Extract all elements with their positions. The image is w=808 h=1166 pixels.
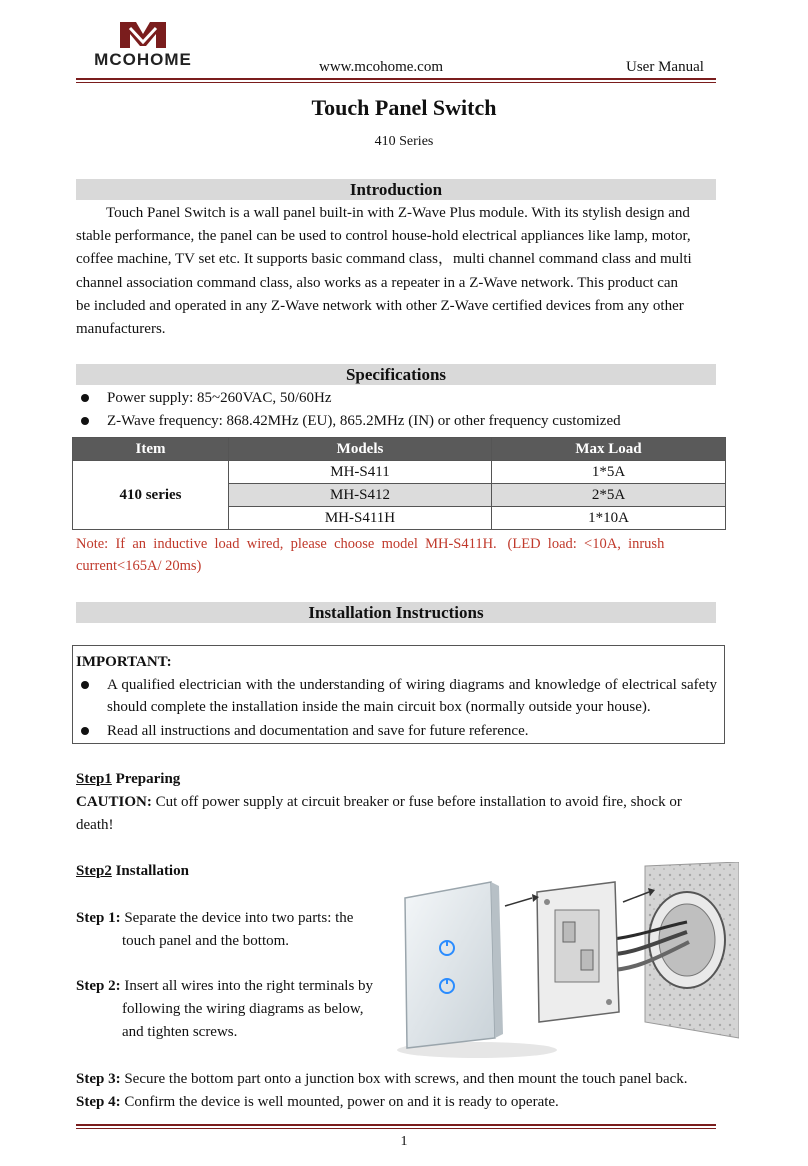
- step1-title: Preparing: [111, 771, 181, 787]
- header-rule-thin: [76, 82, 716, 83]
- step-text: Separate the device into two parts: the: [120, 910, 354, 926]
- step-label: Step 3:: [76, 1071, 121, 1087]
- important-bullet: [76, 674, 717, 718]
- install-step-3: [76, 1068, 726, 1091]
- header-doc-type: User Manual: [626, 59, 704, 75]
- step-text-cont: and tighten screws.: [122, 1024, 238, 1040]
- important-bullet: [76, 720, 717, 742]
- step1-heading: [76, 768, 180, 790]
- introduction-paragraph: [76, 202, 716, 341]
- step-text-cont: touch panel and the bottom.: [122, 933, 290, 949]
- page-subtitle: 410 Series: [374, 134, 434, 149]
- intro-line: coffee machine, TV set etc. It supports basic command class，multi channel command class and multi: [76, 251, 692, 268]
- exploded-view-illustration: [387, 862, 739, 1060]
- table-header-models: Models: [229, 438, 492, 461]
- install-step-2: [76, 975, 386, 1044]
- intro-line: channel association command class, also works as a repeater in a Z-Wave network. This product can: [76, 274, 679, 291]
- note-line: current<165A/ 20ms): [76, 558, 202, 574]
- table-header-item: Item: [73, 438, 229, 461]
- footer-rule: [76, 1124, 716, 1126]
- table-group-cell: 410 series: [73, 461, 229, 530]
- company-logo: [78, 20, 208, 72]
- table-cell-model: MH-S411H: [229, 507, 492, 530]
- table-row: [73, 461, 726, 484]
- specifications-heading: Specifications: [76, 364, 716, 385]
- logo-text: MCOHOME: [94, 50, 192, 69]
- header-rule: [76, 78, 716, 80]
- important-label: IMPORTANT:: [76, 654, 172, 670]
- step2-heading: [76, 860, 189, 882]
- step1-number: Step1: [76, 771, 112, 787]
- bullet-dot-icon: [81, 681, 89, 689]
- logo-mark-icon: [78, 20, 208, 50]
- step2-number: Step2: [76, 863, 112, 879]
- bullet-dot-icon: [81, 394, 89, 402]
- intro-line: be included and operated in any Z-Wave network with other Z-Wave certified devices from any other: [76, 297, 684, 314]
- page-title: Touch Panel Switch: [311, 95, 497, 120]
- important-bullet-text: Read all instructions and documentation and save for future reference.: [107, 723, 529, 739]
- step-text: Insert all wires into the right terminals by: [120, 978, 374, 994]
- installation-illustration: [387, 862, 739, 1060]
- important-bullet-text: A qualified electrician with the understanding of wiring diagrams and knowledge of electrical safety should complete the installation inside the main circuit box (normally outside your house).: [107, 677, 717, 715]
- table-cell-model: MH-S412: [229, 484, 492, 507]
- table-header-row: [73, 438, 726, 461]
- caution-text-cont: death!: [76, 817, 114, 833]
- step-text: Confirm the device is well mounted, power on and it is ready to operate.: [120, 1094, 559, 1110]
- caution-paragraph: [76, 791, 716, 837]
- intro-line: manufacturers.: [76, 321, 166, 338]
- installation-heading: Installation Instructions: [76, 602, 716, 623]
- note-line: Note: If an inductive load wired, please choose model MH-S411H. (LED load: <10A, inrush: [76, 536, 665, 552]
- spec-table: [72, 437, 726, 530]
- step-text-cont: following the wiring diagrams as below,: [122, 1001, 364, 1017]
- install-step-4: [76, 1091, 726, 1114]
- step2-title: Installation: [111, 863, 189, 879]
- header-url: www.mcohome.com: [319, 59, 443, 75]
- spec-bullet-text: Power supply: 85~260VAC, 50/60Hz: [107, 390, 332, 406]
- load-note: [76, 533, 716, 577]
- caution-label: CAUTION:: [76, 794, 152, 810]
- table-cell-load: 1*10A: [492, 507, 726, 530]
- step-label: Step 4:: [76, 1094, 121, 1110]
- table-cell-load: 2*5A: [492, 484, 726, 507]
- bullet-dot-icon: [81, 727, 89, 735]
- spec-bullet: [76, 410, 716, 432]
- caution-text: Cut off power supply at circuit breaker or fuse before installation to avoid fire, shock or: [151, 794, 682, 810]
- spec-bullet: [76, 387, 716, 409]
- table-cell-load: 1*5A: [492, 461, 726, 484]
- step-text: Secure the bottom part onto a junction box with screws, and then mount the touch panel back.: [120, 1071, 688, 1087]
- install-step-1: [76, 907, 386, 953]
- important-box: [72, 645, 725, 744]
- step-label: Step 2:: [76, 978, 121, 994]
- table-cell-model: MH-S411: [229, 461, 492, 484]
- footer-rule-thin: [76, 1128, 716, 1129]
- intro-line: Touch Panel Switch is a wall panel built-in with Z-Wave Plus module. With its stylish design and: [106, 205, 690, 221]
- introduction-heading: Introduction: [76, 179, 716, 200]
- bullet-dot-icon: [81, 417, 89, 425]
- page-number: 1: [400, 1134, 408, 1149]
- step-label: Step 1:: [76, 910, 121, 926]
- table-header-max-load: Max Load: [492, 438, 726, 461]
- intro-line: stable performance, the panel can be used to control house-hold electrical appliances like lamp, motor,: [76, 228, 691, 245]
- spec-bullet-text: Z-Wave frequency: 868.42MHz (EU), 865.2MHz (IN) or other frequency customized: [107, 413, 621, 429]
